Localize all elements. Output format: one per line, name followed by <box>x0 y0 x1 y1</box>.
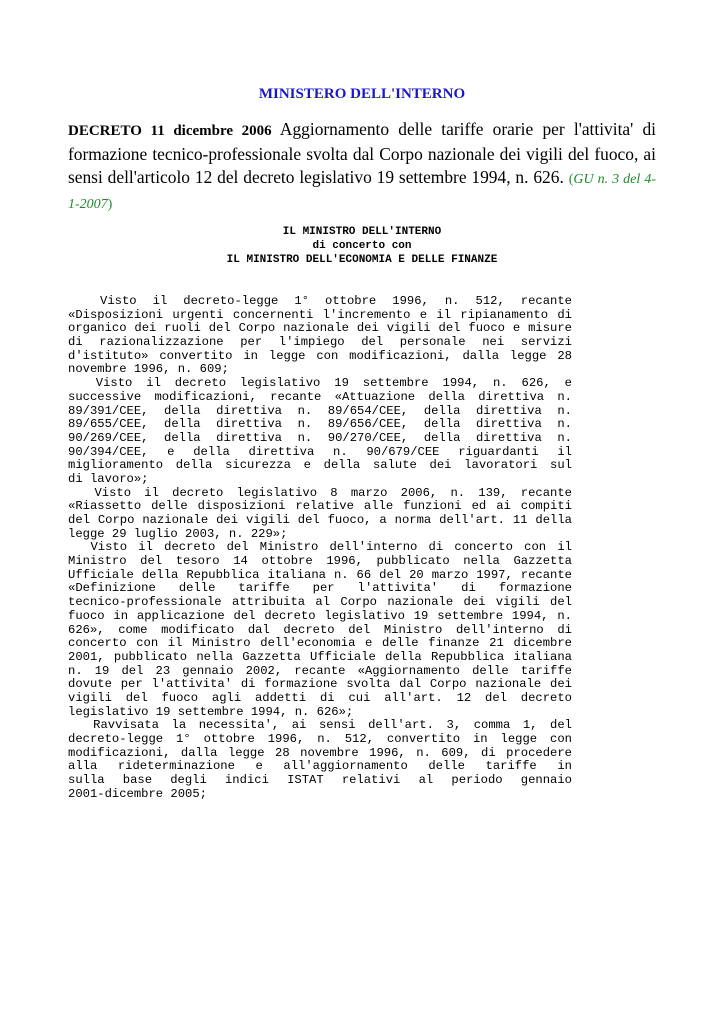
body-line: 2001, pubblicato nella Gazzetta Ufficiale della Repubblica italiana <box>68 650 572 664</box>
body-line: di lavoro»; <box>68 471 149 486</box>
body-line: alla rideterminazione e all'aggiornamento delle tariffe in <box>68 760 572 774</box>
body-line: fuoco in applicazione del decreto legislativo 19 settembre 1994, n. <box>68 609 572 623</box>
body-line: 90/394/CEE, e della direttiva n. 90/679/CEE riguardanti il <box>68 445 572 459</box>
body-line: modificazioni, dalla legge 28 novembre 1996, n. 609, di procedere <box>68 746 572 760</box>
body-line: di razionalizzazione per l'impiego del personale nei servizi <box>68 336 572 350</box>
body-line: Ministro del tesoro 14 ottobre 1996, pubblicato nella Gazzetta <box>68 555 572 569</box>
body-line: legge 29 luglio 2003, n. 229»; <box>68 526 288 541</box>
paren-open: ( <box>568 172 574 187</box>
issuer-line-1: IL MINISTRO DELL'INTERNO <box>282 226 442 238</box>
body-line: 89/391/CEE, della direttiva n. 89/654/CEE, della direttiva n. <box>68 404 572 418</box>
gazette-reference-link[interactable]: GU n. 3 del 4-1-2007 <box>68 172 656 212</box>
body-line: Visto il decreto legislativo 19 settembre 1994, n. 626, e <box>68 377 572 391</box>
body-line: «Definizione delle tariffe per l'attivita' di formazione <box>68 582 572 596</box>
body-line: successive modificazioni, recante «Attuazione della direttiva n. <box>68 390 572 404</box>
issuer-line-3: IL MINISTRO DELL'ECONOMIA E DELLE FINANZE <box>226 254 498 266</box>
paren-close: ) <box>107 197 113 212</box>
body-line: 89/655/CEE, della direttiva n. 89/656/CEE, della direttiva n. <box>68 418 572 432</box>
body-line: Visto il decreto legislativo 8 marzo 2006, n. 139, recante <box>68 486 572 500</box>
body-line: 626», come modificato dal decreto del Ministro dell'interno di <box>68 623 572 637</box>
body-line: Visto il decreto-legge 1° ottobre 1996, n. 512, recante <box>68 295 572 308</box>
body-line: tecnico-professionale attribuita al Corpo nazionale dei vigili del <box>68 596 572 610</box>
decree-label: DECRETO 11 dicembre 2006 <box>68 123 272 139</box>
issuer-line-2: di concerto con <box>312 240 412 252</box>
body-line: novembre 1996, n. 609; <box>68 362 229 377</box>
body-line: Visto il decreto del Ministro dell'interno di concerto con il <box>68 541 572 555</box>
decree-subject: Aggiornamento delle tariffe orarie per l'attivita' di formazione tecnico-professionale svolta dal Corpo nazionale dei vigili del fuoco, ai sensi dell'articolo 12 del decreto legislativo 19 settembre 1994, n. 626. <box>68 119 656 187</box>
decree-body <box>68 295 572 801</box>
body-line: n. 19 del 23 gennaio 2002, recante «Aggiornamento delle tariffe <box>68 664 572 678</box>
body-line: vigili del fuoco agli addetti di cui all'art. 12 del decreto <box>68 691 572 705</box>
body-line: 90/269/CEE, della direttiva n. 90/270/CEE, della direttiva n. <box>68 431 572 445</box>
ministry-header: MINISTERO DELL'INTERNO <box>258 86 466 102</box>
body-line: decreto-legge 1° ottobre 1996, n. 512, convertito in legge con <box>68 733 572 746</box>
body-line: d'istituto» convertito in legge con modificazioni, dalla legge 28 <box>68 349 572 363</box>
body-line: del Corpo nazionale dei vigili del fuoco, a norma dell'art. 11 della <box>68 514 572 527</box>
body-line: organico dei ruoli del Corpo nazionale dei vigili del fuoco e misure <box>68 322 572 336</box>
body-line: dovute per l'attivita' di formazione svolta dal Corpo nazionale dei <box>68 678 572 692</box>
body-line: «Disposizioni urgenti concernenti l'incremento e il ripianamento di <box>68 308 572 322</box>
body-line: sulla base degli indici ISTAT relativi al periodo gennaio <box>68 774 572 788</box>
body-line: Ufficiale della Repubblica italiana n. 66 del 20 marzo 1997, recante <box>68 568 572 582</box>
decree-title <box>68 118 656 216</box>
body-line: legislativo 19 settembre 1994, n. 626»; <box>68 704 354 719</box>
body-line: Ravvisata la necessita', ai sensi dell'art. 3, comma 1, del <box>68 719 572 733</box>
body-line: miglioramento della sicurezza e della salute dei lavoratori sul <box>68 459 572 473</box>
body-line: concerto con il Ministro dell'economia e delle finanze 21 dicembre <box>68 637 572 651</box>
body-line: «Riassetto delle disposizioni relative alle funzioni ed ai compiti <box>68 500 572 514</box>
body-line: 2001-dicembre 2005; <box>68 786 207 801</box>
